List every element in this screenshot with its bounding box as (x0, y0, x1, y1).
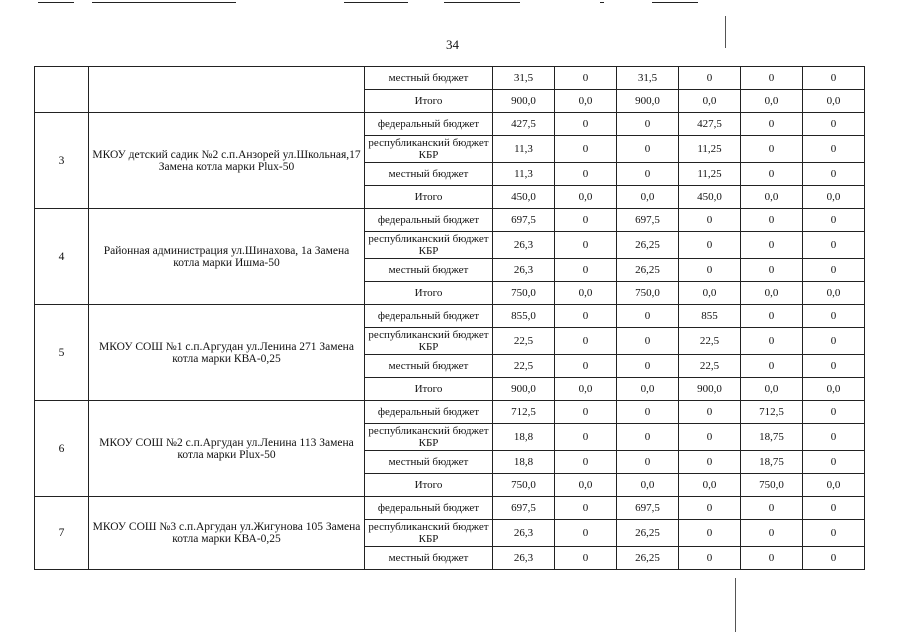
total-cell: 18,8 (493, 424, 555, 451)
value-cell: 0 (741, 163, 803, 186)
value-cell: 0 (617, 305, 679, 328)
value-cell: 0 (803, 209, 865, 232)
value-cell: 0,0 (617, 474, 679, 497)
total-cell: 450,0 (493, 186, 555, 209)
total-cell: 31,5 (493, 67, 555, 90)
value-cell: 0,0 (679, 90, 741, 113)
table-row (35, 209, 865, 232)
value-cell: 0 (803, 259, 865, 282)
object-description: МКОУ детский садик №2 с.п.Анзорей ул.Школьная,17 Замена котла марки Plux-50 (89, 113, 365, 209)
value-cell: 31,5 (617, 67, 679, 90)
value-cell: 0 (741, 209, 803, 232)
funding-source: местный бюджет (365, 547, 493, 570)
value-cell: 0 (741, 355, 803, 378)
total-cell: 750,0 (493, 474, 555, 497)
total-cell: 712,5 (493, 401, 555, 424)
value-cell: 0 (555, 163, 617, 186)
funding-source: федеральный бюджет (365, 305, 493, 328)
value-cell: 0,0 (679, 474, 741, 497)
object-description: МКОУ СОШ №3 с.п.Аргудан ул.Жигунова 105 Замена котла марки КВА-0,25 (89, 497, 365, 570)
funding-source: федеральный бюджет (365, 401, 493, 424)
value-cell: 0 (803, 328, 865, 355)
funding-source: республиканский бюджет КБР (365, 232, 493, 259)
value-cell: 0 (679, 451, 741, 474)
value-cell: 0,0 (803, 474, 865, 497)
value-cell: 26,25 (617, 259, 679, 282)
item-number: 4 (35, 209, 89, 305)
value-cell: 0 (555, 497, 617, 520)
value-cell: 0 (555, 305, 617, 328)
value-cell: 26,25 (617, 547, 679, 570)
value-cell: 22,5 (679, 328, 741, 355)
funding-source: Итого (365, 378, 493, 401)
value-cell: 0 (803, 136, 865, 163)
value-cell: 0 (555, 328, 617, 355)
value-cell: 0 (617, 328, 679, 355)
funding-source: местный бюджет (365, 67, 493, 90)
funding-source: Итого (365, 90, 493, 113)
item-number (35, 67, 89, 113)
value-cell: 0 (741, 497, 803, 520)
item-number: 5 (35, 305, 89, 401)
value-cell: 0 (803, 355, 865, 378)
value-cell: 712,5 (741, 401, 803, 424)
value-cell: 0,0 (555, 90, 617, 113)
value-cell: 0 (803, 305, 865, 328)
funding-source: местный бюджет (365, 259, 493, 282)
funding-source: Итого (365, 186, 493, 209)
object-description (89, 67, 365, 113)
funding-source: федеральный бюджет (365, 497, 493, 520)
value-cell: 0 (679, 401, 741, 424)
value-cell: 0 (679, 424, 741, 451)
value-cell: 0 (679, 547, 741, 570)
page-number: 34 (446, 37, 459, 52)
scan-artifact-line (600, 2, 604, 3)
value-cell: 0 (555, 67, 617, 90)
value-cell: 0 (617, 113, 679, 136)
value-cell: 0,0 (617, 186, 679, 209)
value-cell: 0,0 (803, 90, 865, 113)
value-cell: 900,0 (679, 378, 741, 401)
scan-artifact-line (38, 2, 74, 3)
total-cell: 697,5 (493, 209, 555, 232)
value-cell: 0 (679, 209, 741, 232)
value-cell: 0 (803, 401, 865, 424)
value-cell: 0 (803, 547, 865, 570)
table-row (35, 497, 865, 520)
value-cell: 22,5 (679, 355, 741, 378)
object-description: МКОУ СОШ №2 с.п.Аргудан ул.Ленина 113 Замена котла марки Plux-50 (89, 401, 365, 497)
scan-artifact-line (344, 2, 408, 3)
value-cell: 26,25 (617, 232, 679, 259)
value-cell: 0 (555, 424, 617, 451)
value-cell: 26,25 (617, 520, 679, 547)
total-cell: 26,3 (493, 520, 555, 547)
funding-source: федеральный бюджет (365, 113, 493, 136)
value-cell: 0 (741, 259, 803, 282)
value-cell: 697,5 (617, 497, 679, 520)
value-cell: 0 (741, 136, 803, 163)
total-cell: 427,5 (493, 113, 555, 136)
value-cell: 0,0 (803, 378, 865, 401)
funding-source: республиканский бюджет КБР (365, 520, 493, 547)
scan-artifact-line (92, 2, 236, 3)
value-cell: 0 (555, 520, 617, 547)
value-cell: 11,25 (679, 136, 741, 163)
value-cell: 0 (555, 232, 617, 259)
value-cell: 0,0 (741, 378, 803, 401)
value-cell: 0 (679, 232, 741, 259)
table-row (35, 401, 865, 424)
scan-artifact-line (652, 2, 698, 3)
value-cell: 0,0 (555, 474, 617, 497)
total-cell: 900,0 (493, 90, 555, 113)
value-cell: 0 (617, 136, 679, 163)
scan-artifact-line (444, 2, 520, 3)
value-cell: 0 (803, 67, 865, 90)
total-cell: 697,5 (493, 497, 555, 520)
value-cell: 0 (803, 497, 865, 520)
value-cell: 0 (803, 451, 865, 474)
value-cell: 450,0 (679, 186, 741, 209)
funding-source: Итого (365, 282, 493, 305)
value-cell: 0 (555, 451, 617, 474)
value-cell: 0,0 (555, 282, 617, 305)
value-cell: 0 (741, 113, 803, 136)
value-cell: 0,0 (803, 186, 865, 209)
funding-table (34, 66, 865, 570)
value-cell: 0 (617, 401, 679, 424)
funding-source: республиканский бюджет КБР (365, 136, 493, 163)
value-cell: 0 (679, 520, 741, 547)
funding-source: республиканский бюджет КБР (365, 328, 493, 355)
item-number: 3 (35, 113, 89, 209)
value-cell: 0 (741, 520, 803, 547)
funding-source: Итого (365, 474, 493, 497)
value-cell: 0,0 (741, 282, 803, 305)
value-cell: 0 (555, 355, 617, 378)
value-cell: 0 (555, 209, 617, 232)
total-cell: 11,3 (493, 163, 555, 186)
value-cell: 0 (679, 67, 741, 90)
value-cell: 0 (617, 451, 679, 474)
value-cell: 0 (555, 136, 617, 163)
total-cell: 26,3 (493, 547, 555, 570)
value-cell: 0 (803, 424, 865, 451)
value-cell: 0,0 (741, 186, 803, 209)
total-cell: 855,0 (493, 305, 555, 328)
value-cell: 0,0 (617, 378, 679, 401)
value-cell: 0,0 (803, 282, 865, 305)
value-cell: 0 (555, 259, 617, 282)
value-cell: 0,0 (741, 90, 803, 113)
value-cell: 0 (617, 424, 679, 451)
value-cell: 0 (803, 232, 865, 259)
object-description: Районная администрация ул.Шинахова, 1а Замена котла марки Ишма-50 (89, 209, 365, 305)
value-cell: 900,0 (617, 90, 679, 113)
funding-source: республиканский бюджет КБР (365, 424, 493, 451)
value-cell: 18,75 (741, 451, 803, 474)
value-cell: 750,0 (741, 474, 803, 497)
total-cell: 22,5 (493, 355, 555, 378)
total-cell: 26,3 (493, 259, 555, 282)
value-cell: 0 (741, 305, 803, 328)
table-row (35, 305, 865, 328)
total-cell: 26,3 (493, 232, 555, 259)
total-cell: 22,5 (493, 328, 555, 355)
value-cell: 0 (555, 401, 617, 424)
table-row (35, 113, 865, 136)
value-cell: 0 (617, 355, 679, 378)
value-cell: 0 (741, 67, 803, 90)
value-cell: 0 (803, 163, 865, 186)
value-cell: 0 (803, 520, 865, 547)
value-cell: 0,0 (679, 282, 741, 305)
total-cell: 11,3 (493, 136, 555, 163)
item-number: 7 (35, 497, 89, 570)
total-cell: 750,0 (493, 282, 555, 305)
funding-source: местный бюджет (365, 451, 493, 474)
value-cell: 0 (803, 113, 865, 136)
total-cell: 900,0 (493, 378, 555, 401)
value-cell: 0 (741, 328, 803, 355)
value-cell: 0,0 (555, 378, 617, 401)
funding-source: местный бюджет (365, 163, 493, 186)
scan-artifact-mark (735, 578, 736, 632)
value-cell: 697,5 (617, 209, 679, 232)
value-cell: 11,25 (679, 163, 741, 186)
table-row (35, 67, 865, 90)
total-cell: 18,8 (493, 451, 555, 474)
value-cell: 0 (741, 232, 803, 259)
value-cell: 750,0 (617, 282, 679, 305)
value-cell: 0 (679, 497, 741, 520)
item-number: 6 (35, 401, 89, 497)
funding-source: федеральный бюджет (365, 209, 493, 232)
value-cell: 427,5 (679, 113, 741, 136)
value-cell: 0 (555, 547, 617, 570)
value-cell: 0 (617, 163, 679, 186)
value-cell: 18,75 (741, 424, 803, 451)
value-cell: 0 (555, 113, 617, 136)
value-cell: 855 (679, 305, 741, 328)
funding-source: местный бюджет (365, 355, 493, 378)
object-description: МКОУ СОШ №1 с.п.Аргудан ул.Ленина 271 Замена котла марки КВА-0,25 (89, 305, 365, 401)
value-cell: 0 (741, 547, 803, 570)
value-cell: 0,0 (555, 186, 617, 209)
value-cell: 0 (679, 259, 741, 282)
